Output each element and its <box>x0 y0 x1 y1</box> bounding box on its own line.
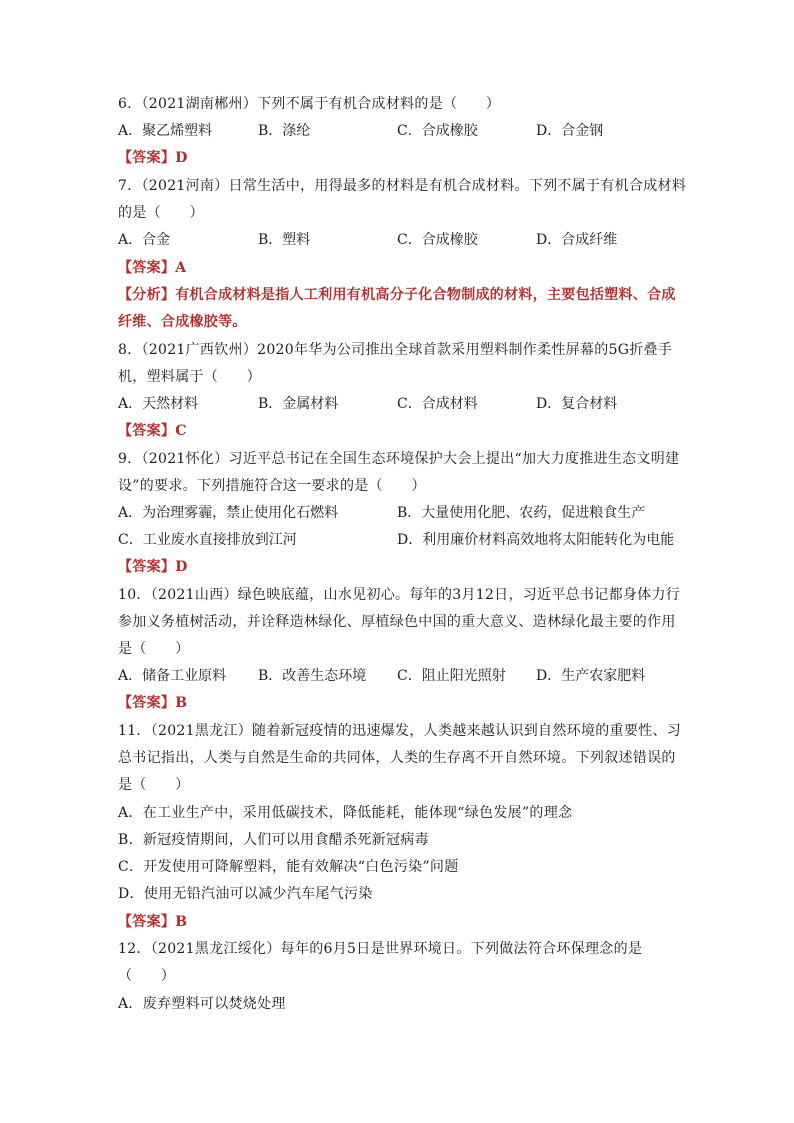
question-8-stem-line-1: 8．（2021广西钦州）2020年华为公司推出全球首款采用塑料制作柔性屏幕的5G折叠手 <box>118 342 673 358</box>
question-9-stem-line-1: 9．（2021怀化）习近平总书记在全国生态环境保护大会上提出“加大力度推进生态文明建 <box>118 451 680 467</box>
question-7-option-c: C．合成橡胶 <box>397 232 478 248</box>
question-11-option-b: B．新冠疫情期间，人们可以用食醋杀死新冠病毒 <box>118 832 429 848</box>
question-8-option-b: B．金属材料 <box>258 396 339 412</box>
question-10-stem-line-3: 是（ ） <box>118 641 190 657</box>
question-9-option-a: A．为治理雾霾，禁止使用化石燃料 <box>118 505 339 521</box>
question-7-option-b: B．塑料 <box>258 232 311 248</box>
question-11-stem-line-1: 11．（2021黑龙江）随着新冠疫情的迅速爆发，人类越来越认识到自然环境的重要性、习 <box>118 723 682 739</box>
question-8-option-c: C．合成材料 <box>397 396 478 412</box>
question-6-option-b: B．涤纶 <box>258 123 311 139</box>
question-12-option-a: A．废弃塑料可以焚烧处理 <box>118 996 286 1012</box>
question-10-stem-line-2: 参加义务植树活动，并诠释造林绿化、厚植绿色中国的重大意义、造林绿化最主要的作用 <box>118 614 676 630</box>
question-11-option-c: C．开发使用可降解塑料，能有效解决“白色污染”问题 <box>118 859 459 875</box>
question-11-option-d: D．使用无铅汽油可以减少汽车尾气污染 <box>118 886 373 902</box>
question-12-stem-line-2: （ ） <box>118 968 176 984</box>
question-6-stem-line-1: 6．（2021湖南郴州）下列不属于有机合成材料的是（ ） <box>118 96 501 112</box>
question-7-analysis-line-2: 纤维、合成橡胶等。 <box>118 314 247 330</box>
question-8-answer: 【答案】C <box>118 423 187 439</box>
question-10-stem-line-1: 10．（2021山西）绿色映底蕴，山水见初心。每年的3月12日，习近平总书记都身体力行 <box>118 587 681 603</box>
question-9-stem-line-2: 设”的要求。下列措施符合这一要求的是（ ） <box>118 478 426 494</box>
question-9-option-b: B．大量使用化肥、农药，促进粮食生产 <box>397 505 646 521</box>
question-9-option-c: C．工业废水直接排放到江河 <box>118 532 297 548</box>
question-8-stem-line-2: 机，塑料属于（ ） <box>118 369 261 385</box>
question-7-stem-line-1: 7．（2021河南）日常生活中，用得最多的材料是有机合成材料。下列不属于有机合成材料 <box>118 178 687 194</box>
question-7-option-d: D．合成纤维 <box>536 232 618 248</box>
question-8-option-a: A．天然材料 <box>118 396 199 412</box>
question-6-option-a: A．聚乙烯塑料 <box>118 123 213 139</box>
question-6-answer: 【答案】D <box>118 150 188 166</box>
question-10-option-d: D．生产农家肥料 <box>536 668 646 684</box>
question-9-answer: 【答案】D <box>118 559 188 575</box>
question-7-analysis-line-1: 【分析】有机合成材料是指人工利用有机高分子化合物制成的材料，主要包括塑料、合成 <box>118 287 676 303</box>
question-12-stem-line-1: 12．（2021黑龙江绥化）每年的6月5日是世界环境日。下列做法符合环保理念的是 <box>118 941 643 957</box>
question-11-stem-line-2: 总书记指出，人类与自然是生命的共同体，人类的生存离不开自然环境。下列叙述错误的 <box>118 750 676 766</box>
question-6-option-c: C．合成橡胶 <box>397 123 478 139</box>
question-7-stem-line-2: 的是（ ） <box>118 205 204 221</box>
question-7-option-a: A．合金 <box>118 232 171 248</box>
question-11-option-a: A．在工业生产中，采用低碳技术，降低能耗，能体现“绿色发展”的理念 <box>118 805 573 821</box>
question-9-option-d: D．利用廉价材料高效地将太阳能转化为电能 <box>397 532 675 548</box>
question-10-option-a: A．储备工业原料 <box>118 668 227 684</box>
question-10-answer: 【答案】B <box>118 695 188 711</box>
question-10-option-c: C．阻止阳光照射 <box>397 668 506 684</box>
question-8-option-d: D．复合材料 <box>536 396 618 412</box>
question-10-option-b: B．改善生态环境 <box>258 668 367 684</box>
question-11-answer: 【答案】B <box>118 914 188 930</box>
question-6-option-d: D．合金钢 <box>536 123 604 139</box>
question-11-stem-line-3: 是（ ） <box>118 777 190 793</box>
question-7-answer: 【答案】A <box>118 260 187 276</box>
